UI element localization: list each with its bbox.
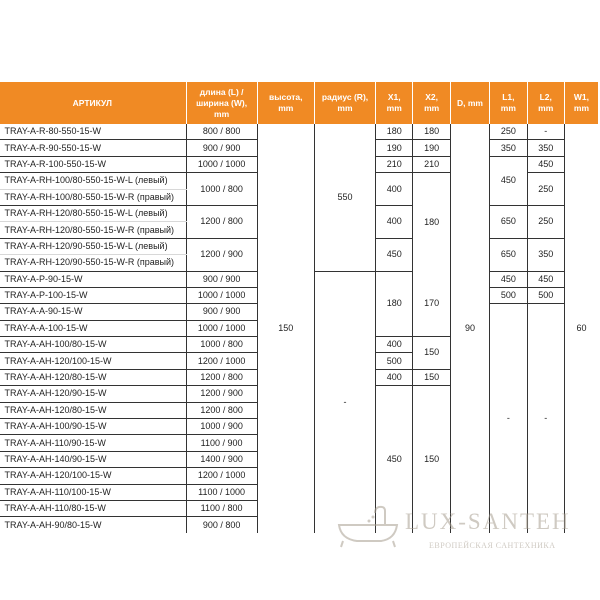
header-article: АРТИКУЛ	[0, 82, 186, 124]
l1-cell: 350	[490, 140, 527, 156]
size-cell: 1000 / 1000	[186, 287, 257, 303]
l2-cell: -	[527, 304, 564, 533]
article-cell: TRAY-A-RH-120/80-550-15-W-L (левый)	[0, 205, 186, 221]
article-cell: TRAY-A-AH-100/80-15-W	[0, 337, 186, 353]
size-cell: 1000 / 1000	[186, 320, 257, 336]
size-cell: 900 / 900	[186, 140, 257, 156]
x1-cell: 190	[376, 140, 413, 156]
article-cell: TRAY-A-RH-120/90-550-15-W-R (правый)	[0, 255, 186, 271]
x1-cell: 400	[376, 337, 413, 353]
header-height: высота, mm	[257, 82, 314, 124]
radius-cell-r: 550	[314, 124, 375, 271]
l2-cell: 350	[527, 238, 564, 271]
w1-cell: 60	[576, 322, 587, 333]
l2-cell: 500	[527, 287, 564, 303]
article-cell: TRAY-A-AH-120/100-15-W	[0, 468, 186, 484]
x1-cell: 210	[376, 156, 413, 172]
size-cell: 1200 / 900	[186, 238, 257, 271]
article-cell: TRAY-A-AH-120/80-15-W	[0, 369, 186, 385]
size-cell: 900 / 900	[186, 304, 257, 320]
article-cell: TRAY-A-AH-120/100-15-W	[0, 353, 186, 369]
l1-cell: 650	[490, 205, 527, 238]
size-cell: 1200 / 800	[186, 402, 257, 418]
watermark-tagline: ЕВРОПЕЙСКАЯ САНТЕХНИКА	[429, 541, 556, 550]
x1-cell: 180	[376, 124, 413, 140]
l2-cell: 250	[527, 173, 564, 206]
article-cell: TRAY-A-AH-110/80-15-W	[0, 500, 186, 516]
x1-cell: 180	[376, 271, 413, 337]
x1-cell: 450	[376, 238, 413, 271]
size-cell: 1000 / 800	[186, 337, 257, 353]
size-cell: 1100 / 1000	[186, 484, 257, 500]
x1-cell: 450	[376, 386, 413, 533]
article-cell: TRAY-A-R-90-550-15-W	[0, 140, 186, 156]
size-cell: 900 / 900	[186, 271, 257, 287]
article-cell: TRAY-A-AH-110/90-15-W	[0, 435, 186, 451]
article-cell: TRAY-A-P-90-15-W	[0, 271, 186, 287]
watermark	[333, 503, 600, 553]
size-cell: 1000 / 800	[186, 173, 257, 206]
l2-cell: 350	[527, 140, 564, 156]
header-x2: X2, mm	[413, 82, 450, 124]
x2-cell: 150	[413, 369, 450, 385]
article-cell: TRAY-A-AH-90/80-15-W	[0, 517, 186, 533]
l2-cell: 450	[527, 156, 564, 172]
height-cell: 150	[257, 124, 314, 533]
article-cell: TRAY-A-A-100-15-W	[0, 320, 186, 336]
size-cell: 1200 / 800	[186, 369, 257, 385]
size-cell: 1200 / 800	[186, 205, 257, 238]
size-cell: 1100 / 900	[186, 435, 257, 451]
watermark-brand: LUX-SANTEH	[405, 509, 571, 534]
header-d: D, mm	[450, 82, 489, 124]
bathtub-logo-icon	[333, 503, 403, 549]
article-cell: TRAY-A-R-80-550-15-W	[0, 124, 186, 140]
article-cell: TRAY-A-AH-120/90-15-W	[0, 386, 186, 402]
size-cell: 1000 / 1000	[186, 156, 257, 172]
x2-cell: 150	[413, 386, 450, 533]
l2-cell: 450	[527, 271, 564, 287]
size-cell: 1400 / 900	[186, 451, 257, 467]
l1-cell: 450	[490, 156, 527, 205]
x1-cell: 400	[376, 369, 413, 385]
l1-cell: 500	[490, 287, 527, 303]
x2-cell: 210	[413, 156, 450, 172]
x2-cell: 180	[413, 173, 450, 271]
article-cell: TRAY-A-AH-140/90-15-W	[0, 451, 186, 467]
size-cell: 1100 / 800	[186, 500, 257, 516]
l2-cell: -	[527, 124, 564, 140]
header-l2: L2, mm	[527, 82, 564, 124]
header-radius: радиус (R), mm	[314, 82, 375, 124]
size-cell: 800 / 800	[186, 124, 257, 140]
size-cell: 1200 / 900	[186, 386, 257, 402]
size-cell: 1200 / 1000	[186, 468, 257, 484]
article-cell: TRAY-A-R-100-550-15-W	[0, 156, 186, 172]
x1-cell: 400	[376, 173, 413, 206]
d-cell: 90	[450, 124, 489, 533]
header-length-width: длина (L) / ширина (W), mm	[186, 82, 257, 124]
size-cell: 1000 / 900	[186, 419, 257, 435]
radius-cell-a: -	[314, 271, 375, 533]
article-cell: TRAY-A-AH-100/90-15-W	[0, 419, 186, 435]
x1-cell: 400	[376, 205, 413, 238]
article-cell: TRAY-A-AH-120/80-15-W	[0, 402, 186, 418]
article-cell: TRAY-A-P-100-15-W	[0, 287, 186, 303]
l1-cell: 250	[490, 124, 527, 140]
x1-cell: 500	[376, 353, 413, 369]
article-cell: TRAY-A-RH-100/80-550-15-W-R (правый)	[0, 189, 186, 205]
header-x1: X1, mm	[376, 82, 413, 124]
header-l1: L1, mm	[490, 82, 527, 124]
spec-table	[0, 82, 598, 533]
l1-cell: -	[490, 304, 527, 533]
article-cell: TRAY-A-RH-120/90-550-15-W-L (левый)	[0, 238, 186, 254]
article-cell: TRAY-A-RH-120/80-550-15-W-R (правый)	[0, 222, 186, 238]
x2-cell: 180	[413, 124, 450, 140]
header-row	[0, 82, 598, 124]
size-cell: 1200 / 1000	[186, 353, 257, 369]
table-row	[0, 124, 598, 140]
article-cell: TRAY-A-A-90-15-W	[0, 304, 186, 320]
article-cell: TRAY-A-AH-110/100-15-W	[0, 484, 186, 500]
article-cell: TRAY-A-RH-100/80-550-15-W-L (левый)	[0, 173, 186, 189]
header-w1: W1, mm	[564, 82, 598, 124]
size-cell: 900 / 800	[202, 519, 241, 530]
l1-cell: 650	[490, 238, 527, 271]
x2-cell: 170	[413, 271, 450, 337]
l2-cell: 250	[527, 205, 564, 238]
x2-cell: 190	[413, 140, 450, 156]
l1-cell: 450	[490, 271, 527, 287]
x2-cell: 150	[413, 337, 450, 370]
